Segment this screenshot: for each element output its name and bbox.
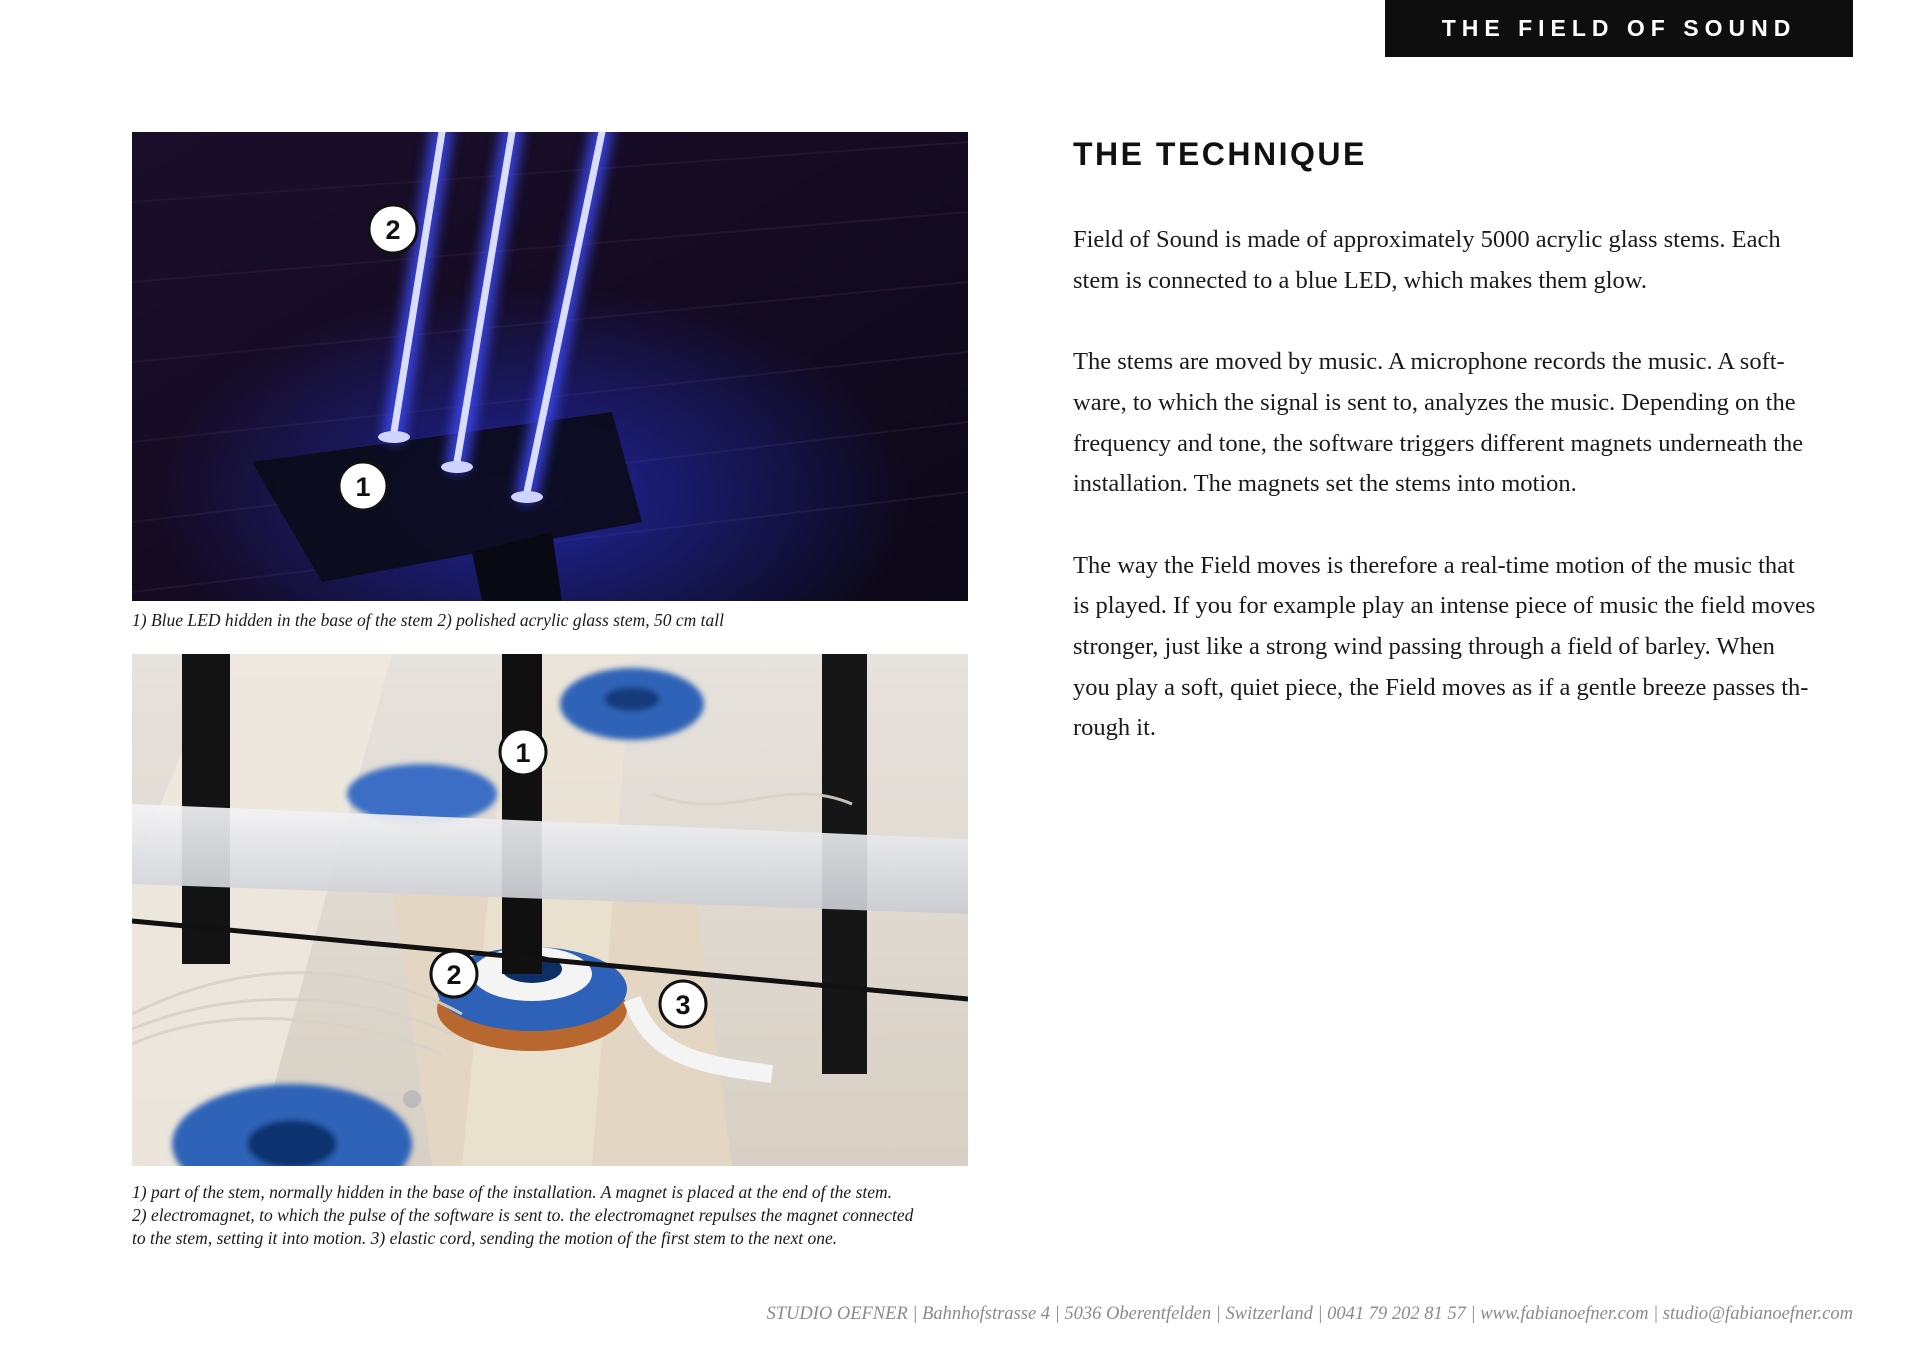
text-line: Field of Sound is made of approximately 5000 acrylic glass stems. Each [1073,226,1781,253]
text-line: stem is connected to a blue LED, which makes them glow. [1073,266,1648,294]
body-text [1073,220,1873,790]
marker-label: 3 [675,990,691,1020]
blue-led-acrylic-stems-photo [132,132,968,601]
marker-2 [369,205,417,253]
marker-label: 1 [515,738,531,768]
text-line: rough it. [1073,714,1157,742]
paragraph [1073,220,1873,301]
marker-label: 2 [385,215,401,245]
text-line: is played. If you for example play an intense piece of music the field moves [1073,592,1816,620]
text-line: frequency and tone, the software triggers different magnets underneath the [1073,429,1804,457]
electromagnet-coils-photo [132,654,968,1166]
marker-3 [660,981,706,1027]
marker-2 [431,951,477,997]
text-line: The way the Field moves is therefore a real-time motion of the music that [1073,551,1795,579]
marker-label: 1 [355,472,371,502]
paragraph [1073,546,1873,750]
caption-line: 1) part of the stem, normally hidden in the base of the installation. A magnet is placed at the end of the stem. [132,1182,893,1202]
section-title: THE TECHNIQUE [1073,136,1367,172]
caption-line: 2) electromagnet, to which the pulse of the software is sent to. the electromagnet repulses the magnet connected [132,1205,914,1225]
caption-line: to the stem, setting it into motion. 3) elastic cord, sending the motion of the first stem to the next one. [132,1228,838,1248]
marker-1 [500,729,546,775]
marker-label: 2 [446,960,462,990]
paragraph [1073,342,1873,505]
marker-1 [339,462,387,510]
figure-caption [132,609,972,632]
text-line: ware, to which the signal is sent to, analyzes the music. Depending on the [1073,388,1796,416]
footer-contact: STUDIO OEFNER | Bahnhofstrasse 4 | 5036 Oberentfelden | Switzerland | 0041 79 202 81 57 | www.fabianoefner.com | studio@fabianoefner.com [766,1304,1853,1324]
document-header-title: THE FIELD OF SOUND [1385,0,1853,57]
text-line: you play a soft, quiet piece, the Field moves as if a gentle breeze passes th- [1073,673,1809,701]
figure-caption [132,1181,972,1250]
text-line: stronger, just like a strong wind passing through a field of barley. When [1073,633,1775,660]
text-line: The stems are moved by music. A microphone records the music. A soft- [1073,348,1785,376]
caption-line: 1) Blue LED hidden in the base of the stem 2) polished acrylic glass stem, 50 cm tall [132,610,724,630]
text-line: installation. The magnets set the stems into motion. [1073,470,1577,498]
